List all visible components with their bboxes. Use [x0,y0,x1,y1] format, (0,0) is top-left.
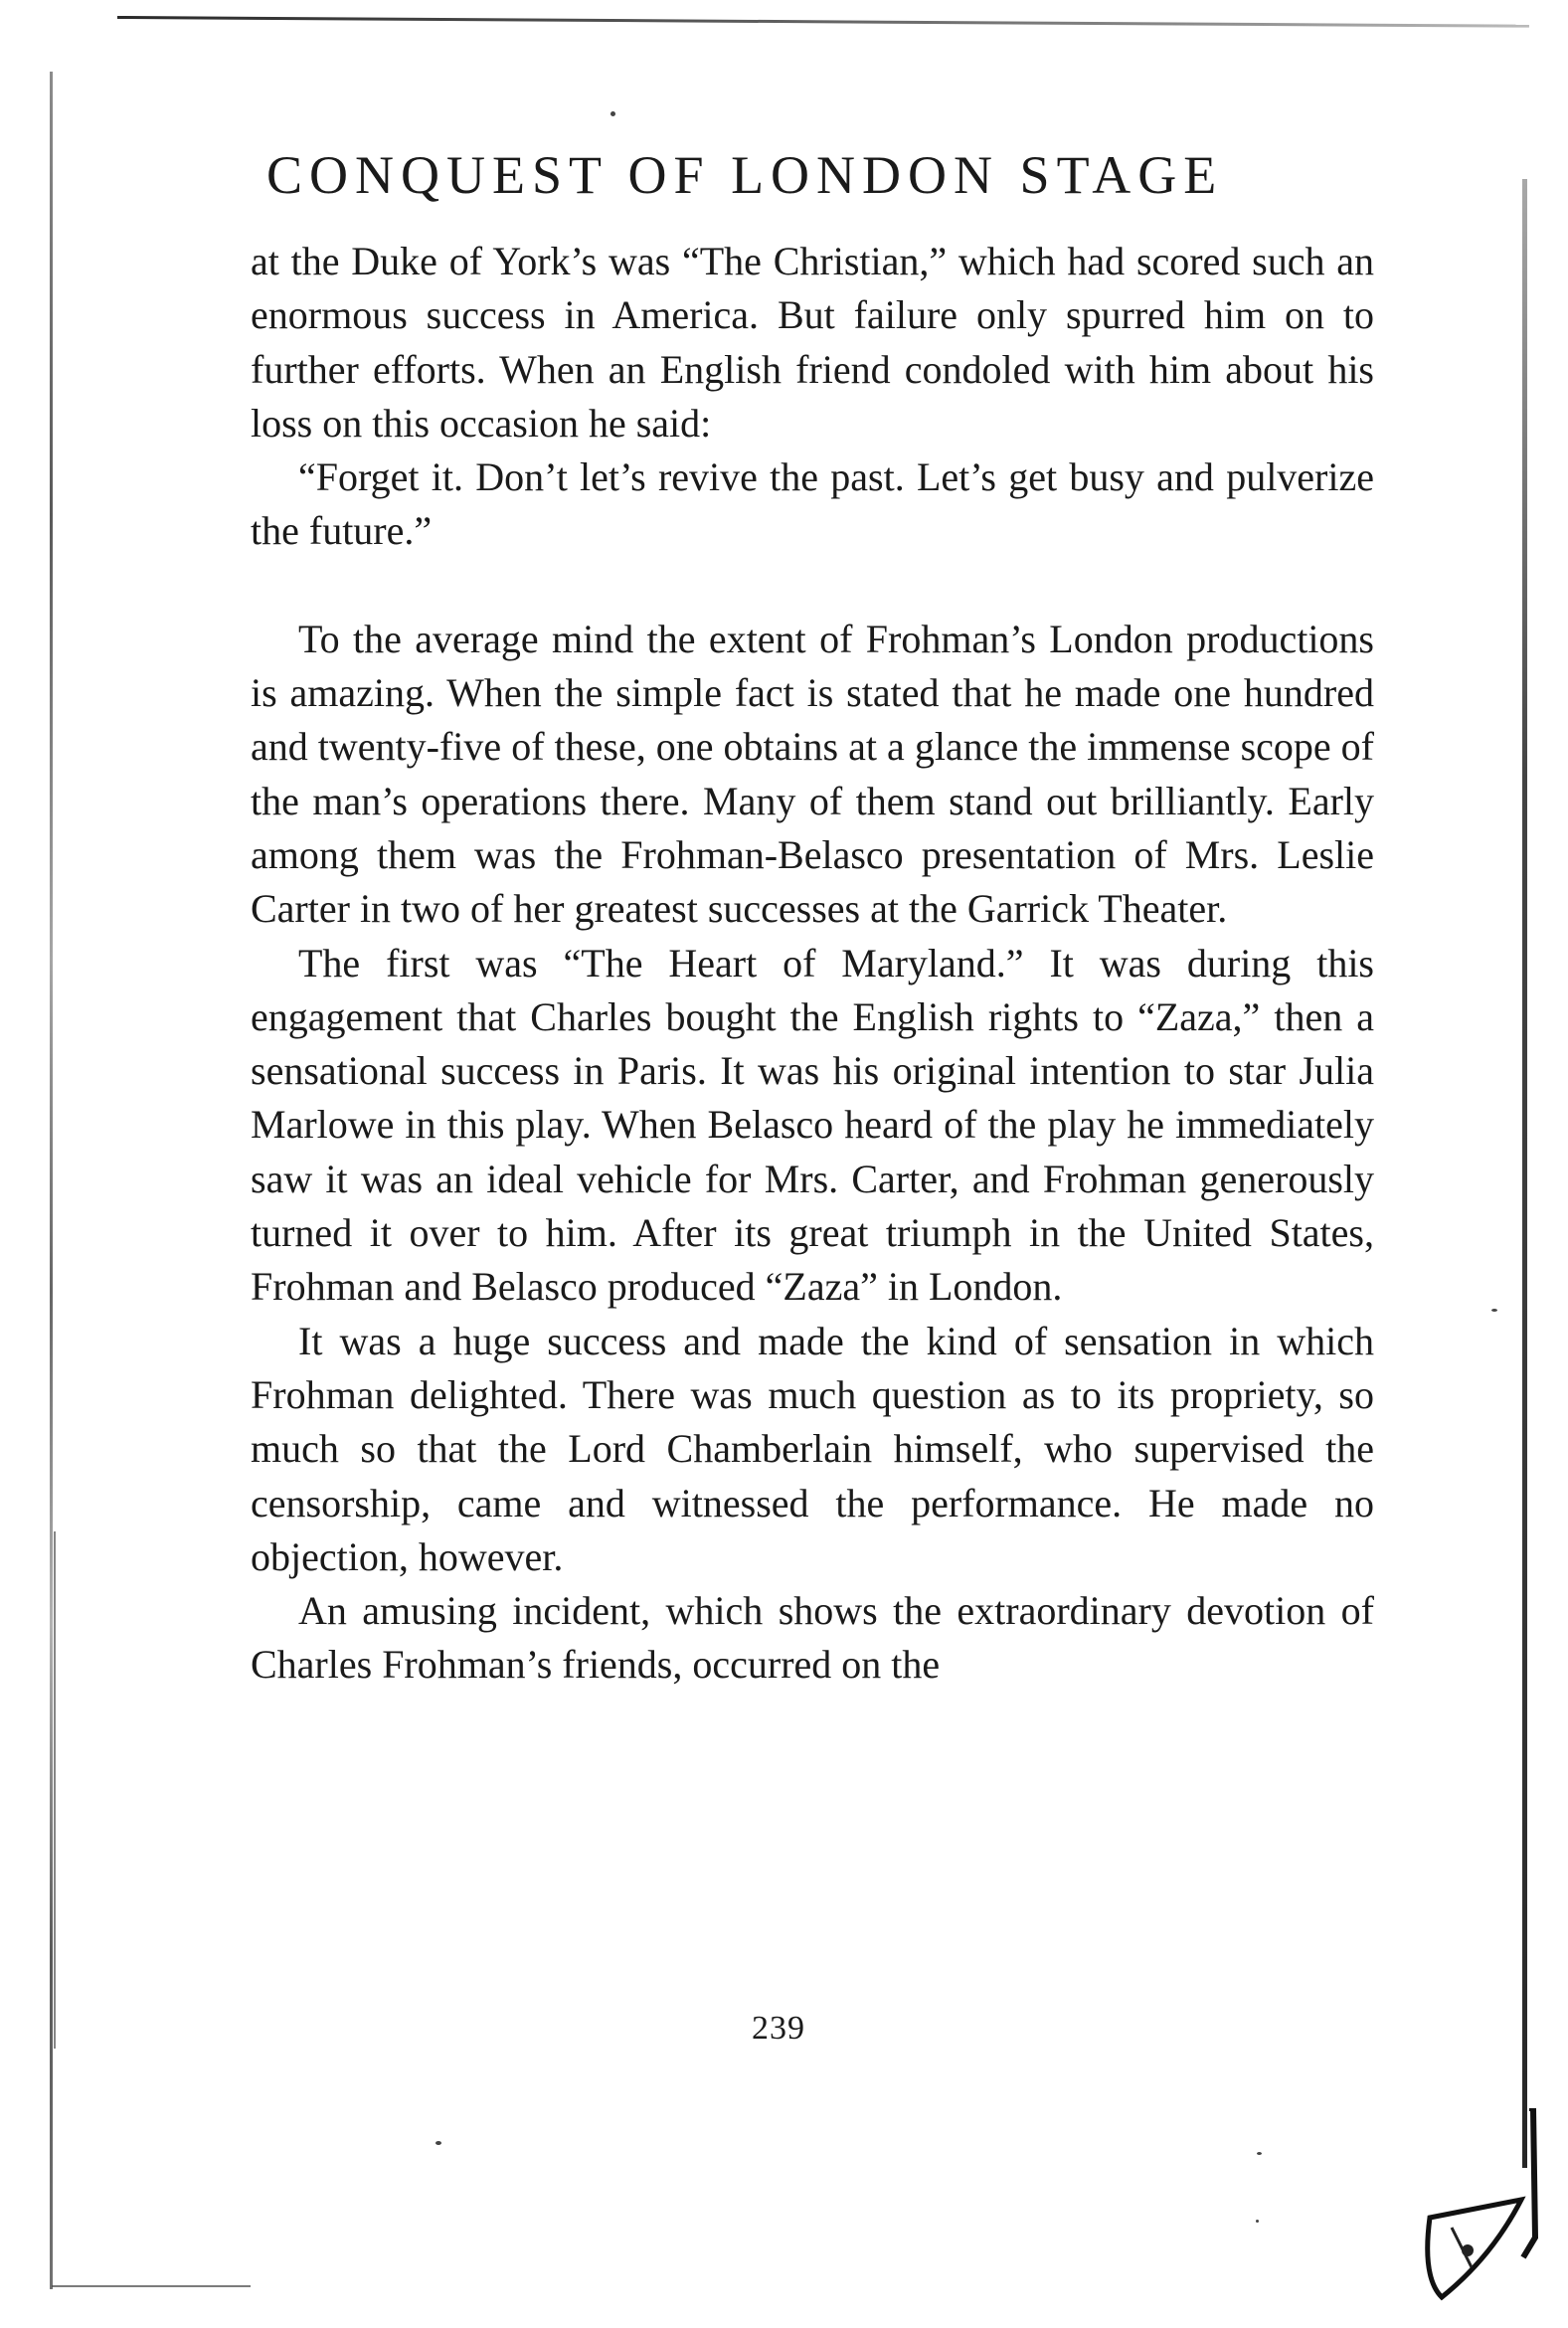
page-curl-icon [1412,2108,1551,2307]
running-head: CONQUEST OF LONDON STAGE [266,145,1224,205]
paragraph: at the Duke of York’s was “The Christian,” which had scored such an enormous success in America. But failure only spurred him on to further efforts. When an English friend condoled with him about his loss on this occasion he said: [251,239,1374,446]
paragraph: It was a huge success and made the kind of sensation in which Frohman delighted. There was much question as to its propriety, so much so that the Lord Chamberlain himself, who supervised the censorship, came and witnessed the performance. He made no objection, however. [251,1318,1374,1579]
page-number: 239 [752,2010,805,2047]
speck [610,111,615,116]
body-text [251,235,1374,1693]
paragraph: “Forget it. Don’t let’s revive the past. Let’s get busy and pulverize the future.” [251,454,1374,554]
speck [1256,2220,1259,2223]
right-page-edge [1522,179,1527,2168]
speck [1257,2152,1262,2155]
speck [436,2141,441,2145]
paragraph: The first was “The Heart of Maryland.” It was during this engagement that Charles bought the English rights to “Zaza,” then a sensational success in Paris. It was his original intention to star Julia Marlowe in this play. When Belasco heard of the play he immediately saw it was an ideal vehicle for Mrs. Carter, and Frohman generously turned it over to him. After its great triumph in the United States, Frohman and Belasco produced “Zaza” in London. [251,940,1374,1310]
paragraph: An amusing incident, which shows the extraordinary devotion of Charles Frohman’s friends, occurred on the [251,1588,1374,1688]
paragraph: To the average mind the extent of Frohman’s London productions is amazing. When the simple fact is stated that he made one hundred and twenty-five of these, one obtains at a glance the immense scope of the man’s operations there. Many of them stand out brilliantly. Early among them was the Frohman-Belasco presentation of Mrs. Leslie Carter in two of her greatest successes at the Garrick Theater. [251,616,1374,932]
speck [1491,1309,1497,1312]
left-page-edge-shadow [54,1531,56,2049]
bottom-page-edge [52,2285,251,2287]
left-page-edge [50,72,53,2289]
top-rule [117,16,1529,28]
